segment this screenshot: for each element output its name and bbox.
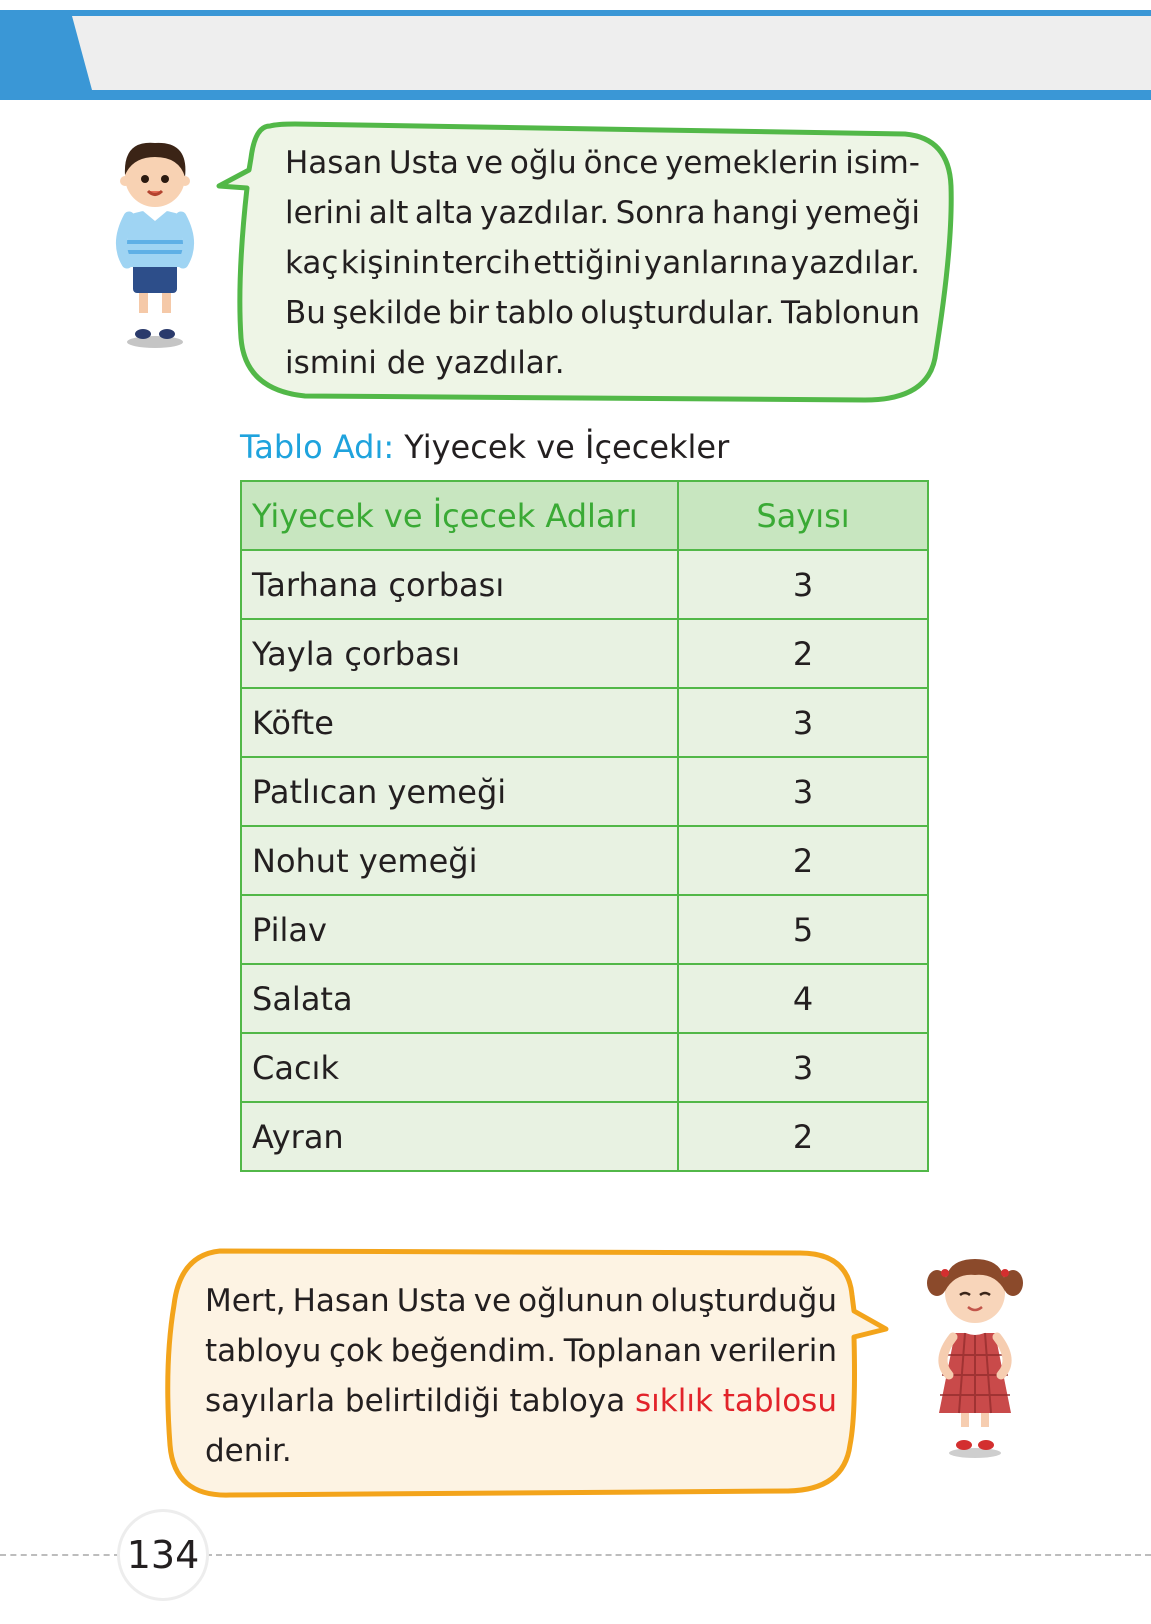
- row-item-name: Yayla çorbası: [241, 619, 678, 688]
- girl-bubble-text: [205, 1276, 837, 1476]
- bubble-word: Usta: [388, 145, 459, 181]
- footer-divider-right: [206, 1554, 1151, 1556]
- table-row: [241, 1102, 928, 1171]
- bubble-word: ve: [473, 1283, 512, 1319]
- bubble-word: Usta: [396, 1283, 467, 1319]
- highlighted-term: sıklık tablosu: [635, 1383, 837, 1419]
- table-title-label: Tablo Adı:: [240, 428, 395, 466]
- bubble-word: şekilde: [332, 295, 442, 331]
- bubble-word: yazdılar.: [790, 245, 920, 281]
- girl-bubble-line3-text: sayılarla belirtildiği tabloya: [205, 1383, 626, 1419]
- row-count: 2: [678, 619, 928, 688]
- bubble-word: Tablonun: [780, 295, 920, 331]
- bubble-word: yanlarına: [643, 245, 789, 281]
- table-title: [240, 425, 729, 469]
- bubble-word: bir: [448, 295, 490, 331]
- bubble-word: Toplanan: [563, 1333, 702, 1369]
- bubble-word: Bu: [285, 295, 326, 331]
- row-count: 3: [678, 550, 928, 619]
- table-row: [241, 964, 928, 1033]
- table-title-value: Yiyecek ve İçecekler: [404, 428, 730, 466]
- table-row: [241, 688, 928, 757]
- girl-bubble-line: [205, 1276, 837, 1326]
- bubble-word: beğendim.: [390, 1333, 557, 1369]
- header-item-name: Yiyecek ve İçecek Adları: [241, 481, 678, 550]
- boy-bubble-line: [285, 288, 920, 338]
- girl-bubble-line: [205, 1326, 837, 1376]
- row-item-name: Patlıcan yemeği: [241, 757, 678, 826]
- row-item-name: Nohut yemeği: [241, 826, 678, 895]
- boy-bubble-text: [285, 138, 920, 388]
- row-item-name: Tarhana çorbası: [241, 550, 678, 619]
- table-row: [241, 757, 928, 826]
- bubble-word: yazdılar.: [479, 195, 610, 231]
- table-row: [241, 826, 928, 895]
- boy-character-illustration: [105, 135, 205, 350]
- bubble-word: Sonra: [615, 195, 706, 231]
- bubble-word: oğlunun: [518, 1283, 644, 1319]
- bubble-word: hangi: [712, 195, 799, 231]
- table-row: [241, 1033, 928, 1102]
- boy-bubble-line: [285, 138, 920, 188]
- bubble-word: lerini: [285, 195, 363, 231]
- footer-divider-left: [0, 1554, 120, 1556]
- row-item-name: Köfte: [241, 688, 678, 757]
- bubble-word: kaç: [285, 245, 339, 281]
- boy-bubble-line: [285, 188, 920, 238]
- row-item-name: Salata: [241, 964, 678, 1033]
- row-item-name: Cacık: [241, 1033, 678, 1102]
- bubble-word: yemeklerin: [665, 145, 839, 181]
- row-count: 3: [678, 757, 928, 826]
- bubble-word: tercih: [442, 245, 531, 281]
- bubble-word: oluşturdular.: [580, 295, 775, 331]
- page-number-text: 134: [126, 1533, 200, 1577]
- row-item-name: Ayran: [241, 1102, 678, 1171]
- header-band: [0, 0, 1151, 100]
- bubble-word: isim-: [845, 145, 920, 181]
- row-count: 2: [678, 826, 928, 895]
- row-count: 4: [678, 964, 928, 1033]
- bubble-word: tabloyu: [205, 1333, 322, 1369]
- bubble-word: verilerin: [709, 1333, 837, 1369]
- row-count: 2: [678, 1102, 928, 1171]
- bubble-word: alt: [368, 195, 409, 231]
- row-count: 3: [678, 688, 928, 757]
- bubble-word: yemeği: [805, 195, 920, 231]
- boy-bubble-line: ismini de yazdılar.: [285, 345, 565, 381]
- bubble-word: oluşturduğu: [650, 1283, 837, 1319]
- bubble-word: Mert,: [205, 1283, 286, 1319]
- girl-character-illustration: [915, 1245, 1035, 1460]
- bubble-word: Hasan: [292, 1283, 390, 1319]
- row-count: 5: [678, 895, 928, 964]
- bubble-word: çok: [329, 1333, 383, 1369]
- page-number: [120, 1512, 206, 1598]
- bubble-word: alta: [414, 195, 474, 231]
- header-count: Sayısı: [678, 481, 928, 550]
- row-count: 3: [678, 1033, 928, 1102]
- bubble-word: ettiğini: [533, 245, 642, 281]
- table-row: [241, 550, 928, 619]
- table-header-row: [241, 481, 928, 550]
- bubble-word: Hasan: [285, 145, 383, 181]
- boy-bubble-line: [285, 238, 920, 288]
- bubble-word: oğlu: [509, 145, 577, 181]
- table-row: [241, 619, 928, 688]
- table-row: [241, 895, 928, 964]
- bubble-word: ve: [465, 145, 504, 181]
- frequency-table: [240, 480, 929, 1172]
- bubble-word: kişinin: [340, 245, 440, 281]
- girl-bubble-line: [205, 1376, 837, 1426]
- bubble-word: önce: [583, 145, 659, 181]
- bubble-word: tablo: [495, 295, 574, 331]
- girl-bubble-line: denir.: [205, 1433, 292, 1469]
- row-item-name: Pilav: [241, 895, 678, 964]
